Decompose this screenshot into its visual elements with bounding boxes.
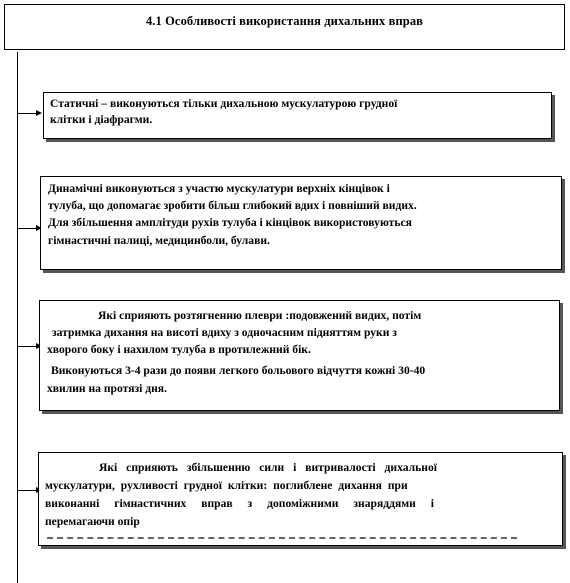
arrow-to-static (17, 113, 37, 114)
pleura-line-3: хворого боку і нахилом тулуба в протилежний бік. (47, 343, 311, 356)
strength-exercises-box (38, 452, 563, 546)
arrow-to-pleura (17, 346, 37, 347)
static-line-1: Статичні – виконуються тільки дихальною мускулатурою грудної (50, 97, 398, 110)
static-line-2: клітки і діафрагми. (50, 113, 153, 126)
strength-line-2: мускулатури, рухливості грудної клітки: поглиблене дихання при (45, 479, 408, 492)
dynamic-line-4: гімнастичні палиці, медицинболи, булави. (48, 234, 270, 247)
cut-off-text-line (47, 537, 517, 545)
pleura-line-1: Які сприяють розтягненню плеври :подовжений видих, потім (98, 309, 422, 322)
pleura-exercises-box (39, 300, 560, 411)
dynamic-line-3: Для збільшення амплітуди рухів тулуба і кінцівок використовуються (48, 216, 412, 229)
diagram-title: 4.1 Особливості використання дихальних вправ (145, 14, 424, 28)
static-exercises-box (43, 92, 552, 139)
dynamic-line-1: Динамічні виконуються з участю мускулатури верхніх кінцівок і (48, 182, 390, 195)
pleura-line-2: затримка дихання на висоті вдиху з одночасним підняттям руки з (52, 326, 397, 339)
connector-line (17, 52, 18, 583)
arrow-to-strength (17, 490, 37, 491)
arrow-to-dynamic (17, 228, 37, 229)
pleura-line-4: Виконуються 3-4 рази до появи легкого больового відчуття кожні 30-40 (51, 364, 426, 377)
strength-line-4: перемагаючи опір (45, 515, 140, 528)
dynamic-exercises-box (40, 176, 562, 270)
title-box (4, 4, 565, 50)
strength-line-3: виконанні гімнастичних вправ з допоміжними знаряддями і (45, 497, 434, 510)
dynamic-line-2: тулуба, що допомагає зробити більш глибокий вдих і повніший видих. (48, 199, 417, 212)
strength-line-1: Які сприяють збільшенню сили і витривалості дихальної (99, 461, 437, 474)
pleura-line-5: хвилин на протязі дня. (47, 382, 167, 395)
